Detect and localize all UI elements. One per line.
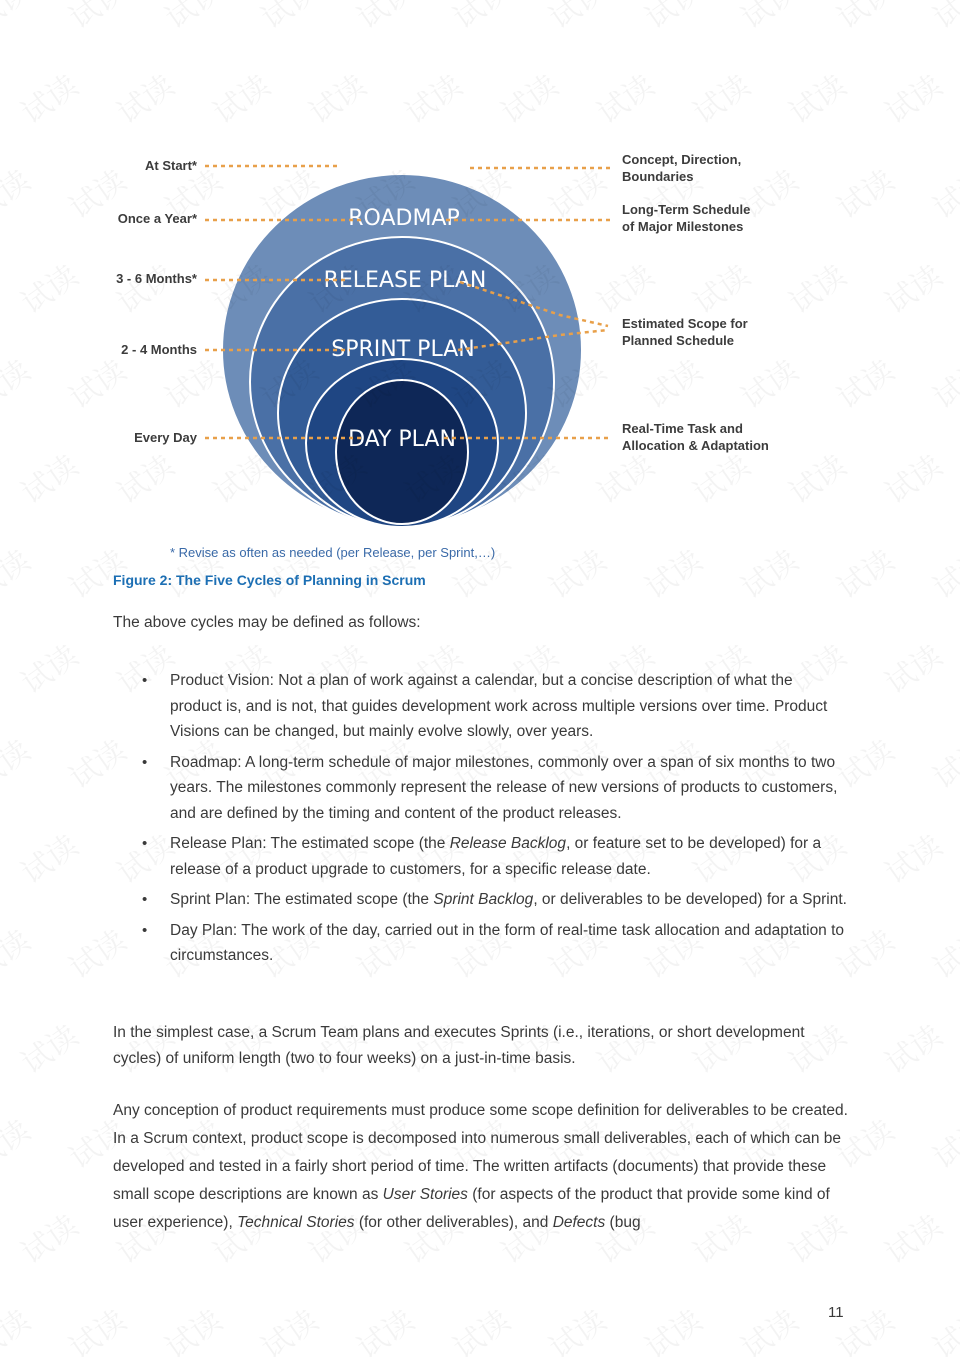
left-label-every-day: Every Day xyxy=(134,430,197,445)
list-item: • Day Plan: The work of the day, carried out in the form of real-time task allocation and adaptation to circumstances. xyxy=(113,918,848,969)
watermark-text xyxy=(0,727,37,797)
list-item: • Roadmap: A long-term schedule of major milestones, commonly over a span of six months to two years. The milestones commonly represent the release of new versions of products to customers, and are defined by the timing and content of the product releases. xyxy=(113,750,848,827)
right-label-estimated-1: Estimated Scope for xyxy=(622,316,748,331)
watermark-text xyxy=(875,822,949,892)
bullet-icon: • xyxy=(142,891,148,908)
left-label-3-6-months: 3 - 6 Months* xyxy=(116,271,197,286)
watermark-text xyxy=(923,727,960,797)
watermark-text xyxy=(731,0,805,37)
left-label-once-a-year: Once a Year* xyxy=(117,211,197,226)
watermark-text xyxy=(251,0,325,37)
ring-label-release-plan: RELEASE PLAN xyxy=(323,268,487,293)
watermark-text xyxy=(875,632,949,702)
ring-day-plan xyxy=(336,380,468,524)
watermark-text xyxy=(11,632,85,702)
watermark-text xyxy=(155,1297,229,1357)
watermark-text xyxy=(11,822,85,892)
left-label-2-4-months: 2 - 4 Months xyxy=(121,342,197,357)
watermark-text xyxy=(11,1202,85,1272)
watermark-text xyxy=(875,1012,949,1082)
list-item: • Product Vision: Not a plan of work against a calendar, but a concise description of what the product is, and is not, that guides development work across multiple versions over time. Product Visions can be changed, but mainly evolve slowly, over years. xyxy=(113,668,848,745)
sprint-paragraph: In the simplest case, a Scrum Team plans and executes Sprints (i.e., iterations, or short development cycles) of uniform length (two to four weeks) on a just-in-time basis. xyxy=(113,1024,805,1067)
left-label-at-start: At Start* xyxy=(144,158,197,173)
watermark-text xyxy=(827,537,901,607)
watermark-text xyxy=(443,0,517,37)
watermark-text xyxy=(539,537,613,607)
watermark-text xyxy=(635,0,709,37)
watermark-text xyxy=(443,1297,517,1357)
watermark-text xyxy=(59,1297,133,1357)
ring-label-sprint-plan: SPRINT PLAN xyxy=(331,337,475,362)
watermark-text xyxy=(635,537,709,607)
bullet-icon: • xyxy=(142,753,148,771)
list-item: • Release Plan: The estimated scope (the Release Backlog, or feature set to be developed) for a release of a product upgrade to customers, for a specific release date. xyxy=(113,831,848,882)
watermark-text xyxy=(347,0,421,37)
watermark-text xyxy=(923,1297,960,1357)
watermark-text xyxy=(923,917,960,987)
bullet-icon: • xyxy=(142,921,148,939)
bullet-icon: • xyxy=(142,672,148,689)
watermark-text xyxy=(0,537,37,607)
right-label-longterm-1: Long-Term Schedule xyxy=(622,202,751,217)
watermark-text xyxy=(875,1202,949,1272)
watermark-text xyxy=(0,0,37,37)
bullet-icon: • xyxy=(142,835,148,852)
watermark-text xyxy=(923,0,960,37)
right-label-concept-1: Concept, Direction, xyxy=(622,152,742,167)
figure-caption: Figure 2: The Five Cycles of Planning in Scrum xyxy=(113,572,426,588)
right-label-concept-2: Boundaries xyxy=(622,169,694,184)
watermark-text xyxy=(635,1297,709,1357)
watermark-text xyxy=(251,1297,325,1357)
watermark-text xyxy=(0,1107,37,1177)
watermark-text xyxy=(0,917,37,987)
right-label-longterm-2: of Major Milestones xyxy=(622,219,744,234)
list-item: • Sprint Plan: The estimated scope (the Sprint Backlog, or deliverables to be developed) for a Sprint. xyxy=(113,887,848,913)
watermark-text xyxy=(0,1297,37,1357)
watermark-text xyxy=(923,537,960,607)
watermark-text xyxy=(347,1297,421,1357)
watermark-text xyxy=(59,0,133,37)
watermark-text xyxy=(731,537,805,607)
page-number: 11 xyxy=(828,1304,844,1321)
planning-cycle-list xyxy=(113,668,848,974)
watermark-text xyxy=(11,1012,85,1082)
watermark-text xyxy=(923,1107,960,1177)
diagram-footnote: * Revise as often as needed (per Release, per Sprint,…) xyxy=(170,545,496,560)
intro-paragraph: The above cycles may be defined as follows: xyxy=(113,614,421,631)
planning-cycles-diagram xyxy=(0,120,960,530)
ring-label-product-vision: PRODUCT VISION xyxy=(308,155,500,180)
right-label-estimated-2: Planned Schedule xyxy=(622,333,734,348)
watermark-text xyxy=(155,0,229,37)
right-label-realtime-2: Allocation & Adaptation xyxy=(622,438,769,453)
right-label-realtime-1: Real-Time Task and xyxy=(622,421,743,436)
watermark-text xyxy=(539,0,613,37)
watermark-text xyxy=(731,1297,805,1357)
watermark-text xyxy=(827,0,901,37)
ring-label-day-plan: DAY PLAN xyxy=(348,427,456,452)
watermark-text xyxy=(539,1297,613,1357)
ring-label-roadmap: ROADMAP xyxy=(348,206,460,231)
scope-paragraph: Any conception of product requirements must produce some scope definition for deliverables to be created. In a Scrum context, product scope is decomposed into numerous small deliverables, each of which can be developed and tested in a fairly short period of time. The written artifacts (documents) that provide these small scope descriptions are known as User Stories (for aspects of the product that provide some kind of user experience), Technical Stories (for other deliverables), and Defects (bug xyxy=(113,1102,848,1231)
